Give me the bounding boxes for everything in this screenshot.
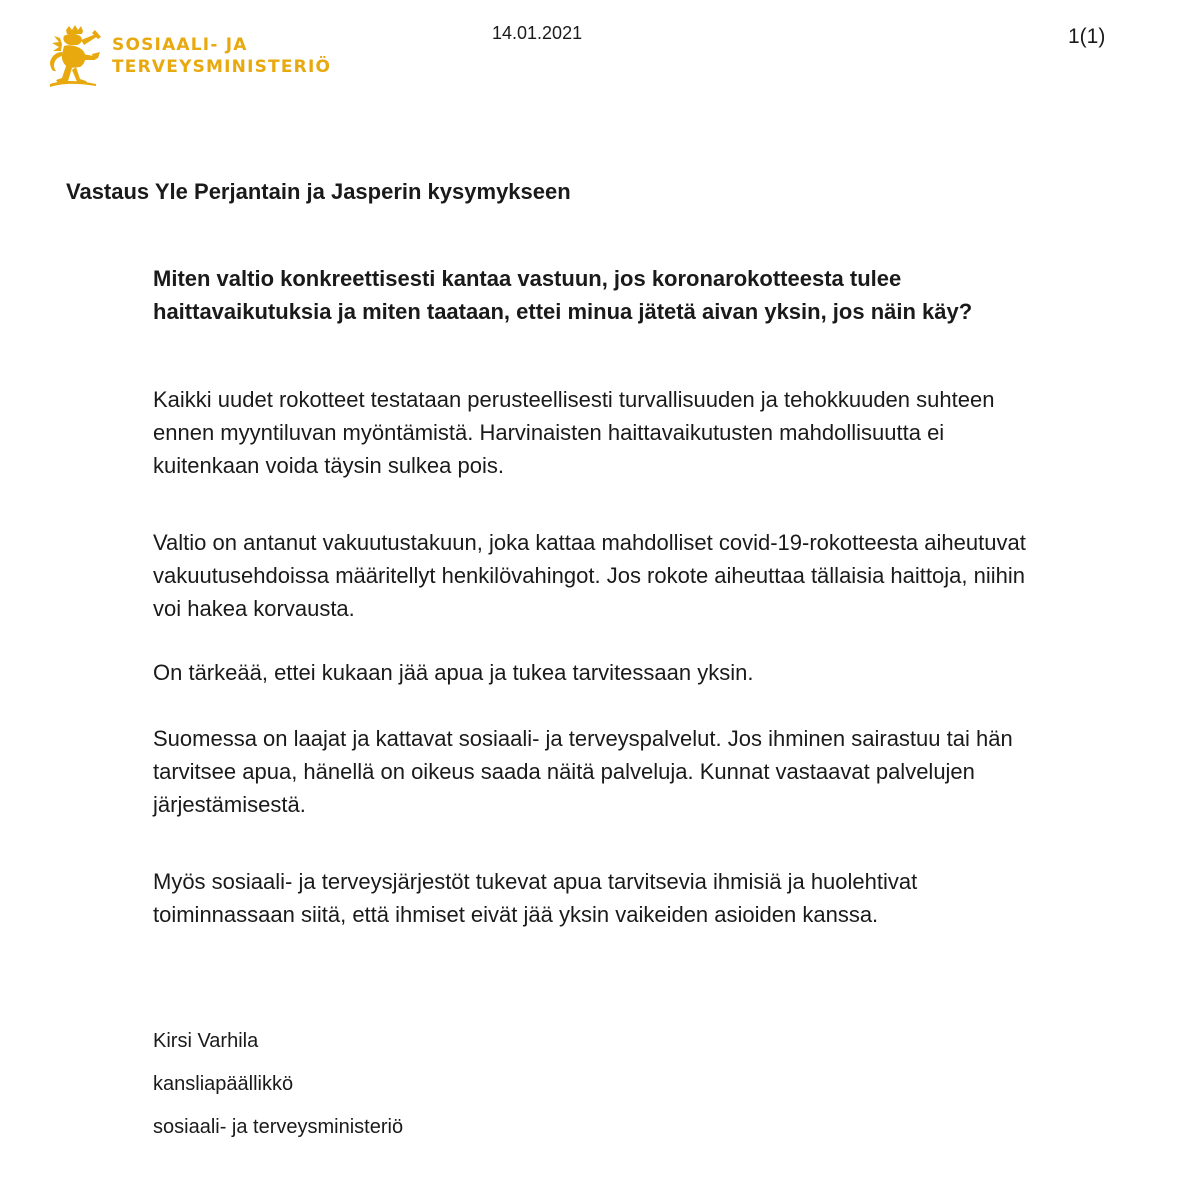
answer-paragraph-1 xyxy=(153,383,1163,482)
paragraph-line: Valtio on antanut vakuutustakuun, joka kattaa mahdolliset covid-19-rokotteesta aiheutuvat xyxy=(153,530,1026,555)
paragraph-line: Suomessa on laajat ja kattavat sosiaali- ja terveyspalvelut. Jos ihminen sairastuu tai hän xyxy=(153,726,1013,751)
document-title: Vastaus Yle Perjantain ja Jasperin kysymykseen xyxy=(66,179,571,204)
paragraph-line: järjestämisestä. xyxy=(153,792,306,817)
signatory-position: kansliapäällikkö xyxy=(153,1073,294,1095)
ministry-name xyxy=(112,34,331,78)
document-date: 14.01.2021 xyxy=(492,23,583,43)
question-line: Miten valtio konkreettisesti kantaa vastuun, jos koronarokotteesta tulee xyxy=(153,266,902,291)
paragraph-line: voi hakea korvausta. xyxy=(153,596,355,621)
ministry-logo xyxy=(48,24,338,94)
paragraph-line: Kaikki uudet rokotteet testataan perusteellisesti turvallisuuden ja tehokkuuden suhteen xyxy=(153,387,995,412)
paragraph-line: kuitenkaan voida täysin sulkea pois. xyxy=(153,453,504,478)
paragraph-line: ennen myyntiluvan myöntämistä. Harvinaisten haittavaikutusten mahdollisuutta ei xyxy=(153,420,945,445)
paragraph-line: tarvitsee apua, hänellä on oikeus saada näitä palveluja. Kunnat vastaavat palvelujen xyxy=(153,759,975,784)
ministry-name-line2: TERVEYSMINISTERIÖ xyxy=(112,57,332,77)
answer-paragraph-3 xyxy=(153,656,1163,689)
lion-emblem-icon xyxy=(48,24,104,88)
question-block xyxy=(153,262,1153,328)
answer-paragraph-2 xyxy=(153,526,1163,625)
paragraph-line: toiminnassaan siitä, että ihmiset eivät jää yksin vaikeiden asioiden kanssa. xyxy=(153,902,879,927)
answer-paragraph-5 xyxy=(153,865,1163,931)
paragraph-line: vakuutusehdoissa määritellyt henkilövahingot. Jos rokote aiheuttaa tällaisia haittoja, niihin xyxy=(153,563,1025,588)
signatory-organization: sosiaali- ja terveysministeriö xyxy=(153,1116,404,1138)
paragraph-line: On tärkeää, ettei kukaan jää apua ja tukea tarvitessaan yksin. xyxy=(153,660,754,685)
paragraph-line: Myös sosiaali- ja terveysjärjestöt tukevat apua tarvitsevia ihmisiä ja huolehtivat xyxy=(153,869,918,894)
ministry-name-line1: SOSIAALI- JA xyxy=(112,35,248,55)
page-number: 1(1) xyxy=(1068,25,1106,48)
answer-paragraph-4 xyxy=(153,722,1163,821)
question-line: haittavaikutuksia ja miten taataan, ettei minua jätetä aivan yksin, jos näin käy? xyxy=(153,299,973,324)
signatory-name: Kirsi Varhila xyxy=(153,1030,259,1052)
